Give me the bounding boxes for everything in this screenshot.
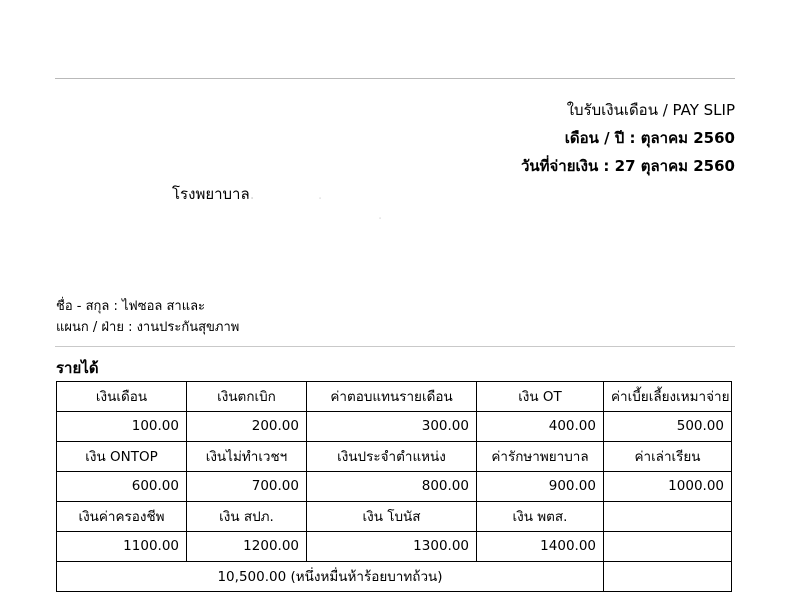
top-divider <box>55 78 735 79</box>
hospital-label: โรงพยาบาล <box>172 185 250 203</box>
table-empty-cell <box>604 562 732 592</box>
table-row <box>57 412 732 442</box>
table-header-cell: เงินค่าครองชีพ <box>57 502 187 532</box>
table-header-cell: เงินไม่ทำเวชฯ <box>187 442 307 472</box>
employee-name: ชื่อ - สกุล : ไฟซอล สาและ <box>56 299 206 314</box>
middle-divider <box>55 346 735 347</box>
table-value-cell: 1000.00 <box>604 472 732 502</box>
hospital-name: . <box>249 185 255 203</box>
document-header <box>315 96 735 180</box>
table-empty-cell <box>604 532 732 562</box>
table-total-row <box>57 562 732 592</box>
table-header-cell: ค่าเบี้ยเลี้ยงเหมาจ่าย <box>604 382 732 412</box>
table-header-cell: ค่าเล่าเรียน <box>604 442 732 472</box>
table-row <box>57 442 732 472</box>
table-value-cell: 1200.00 <box>187 532 307 562</box>
table-header-cell: ค่าตอบแทนรายเดือน <box>307 382 477 412</box>
table-value-cell: 1400.00 <box>477 532 604 562</box>
table-header-cell: เงิน ONTOP <box>57 442 187 472</box>
table-header-cell: เงิน สปภ. <box>187 502 307 532</box>
table-value-cell: 100.00 <box>57 412 187 442</box>
hospital-line <box>172 182 254 206</box>
faint-mark-2: . <box>378 208 383 223</box>
period-line: เดือน / ปี : ตุลาคม 2560 <box>564 129 735 147</box>
table-value-cell: 900.00 <box>477 472 604 502</box>
table-value-cell: 500.00 <box>604 412 732 442</box>
table-header-cell: เงิน OT <box>477 382 604 412</box>
table-value-cell: 300.00 <box>307 412 477 442</box>
table-empty-cell <box>604 502 732 532</box>
table-header-cell: เงินประจำตำแหน่ง <box>307 442 477 472</box>
employee-department: แผนก / ฝ่าย : งานประกันสุขภาพ <box>56 320 240 335</box>
table-value-cell: 700.00 <box>187 472 307 502</box>
income-table <box>56 381 732 592</box>
table-value-cell: 1300.00 <box>307 532 477 562</box>
income-table-wrapper <box>56 381 730 592</box>
page-title: ใบรับเงินเดือน / PAY SLIP <box>566 101 735 119</box>
table-row <box>57 532 732 562</box>
table-header-cell: เงิน โบนัส <box>307 502 477 532</box>
table-header-cell: ค่ารักษาพยาบาล <box>477 442 604 472</box>
table-row <box>57 472 732 502</box>
table-value-cell: 200.00 <box>187 412 307 442</box>
faint-mark-1: . <box>318 188 323 203</box>
table-value-cell: 800.00 <box>307 472 477 502</box>
table-value-cell: 400.00 <box>477 412 604 442</box>
income-total-text: 10,500.00 (หนึ่งหมื่นห้าร้อยบาทถ้วน) <box>57 562 604 592</box>
table-row <box>57 502 732 532</box>
table-header-cell: เงินตกเบิก <box>187 382 307 412</box>
table-value-cell: 1100.00 <box>57 532 187 562</box>
table-header-cell: เงินเดือน <box>57 382 187 412</box>
pay-date-line: วันที่จ่ายเงิน : 27 ตุลาคม 2560 <box>520 157 735 175</box>
table-row <box>57 382 732 412</box>
table-header-cell: เงิน พตส. <box>477 502 604 532</box>
table-value-cell: 600.00 <box>57 472 187 502</box>
employee-info <box>56 296 239 338</box>
income-section-title: รายได้ <box>56 359 99 377</box>
